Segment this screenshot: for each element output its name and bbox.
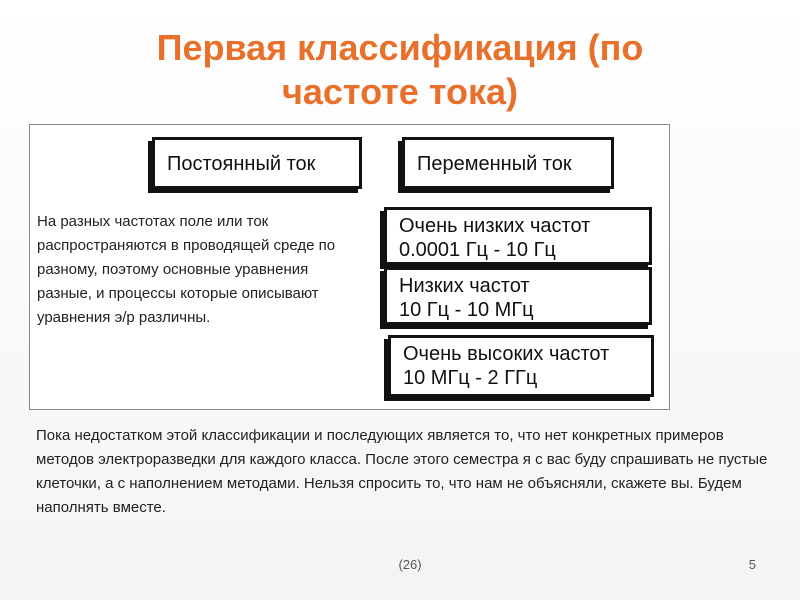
low-frequency-box: [384, 267, 652, 325]
slide-title-line-1: Первая классификация (по: [156, 27, 644, 68]
low-frequency-range: 10 Гц - 10 МГц: [399, 299, 534, 321]
very-high-frequency-box: [388, 335, 654, 397]
description-text: На разных частотах поле или ток распространяются в проводящей среде по разному, поэтому основные уравнения разные, и процессы которые описывают уравнения э/р различны.: [37, 213, 336, 326]
very-low-frequency-name: Очень низких частот: [399, 215, 591, 237]
very-low-frequency-box: [384, 207, 652, 265]
slide-footer: (26): [398, 557, 422, 572]
slide-title: [60, 26, 740, 114]
ac-box: [402, 137, 614, 189]
dc-label: Постоянный ток: [167, 153, 316, 175]
very-low-frequency-range: 0.0001 Гц - 10 Гц: [399, 239, 556, 261]
note-text: Пока недостатком этой классификации и последующих является то, что нет конкретных примеров методов электроразведки для каждого класса. После этого семестра я с вас буду спрашивать не пустые клеточки, а с наполнением методами. Нельзя спросить то, что нам не объясняли, скажете вы. Будем наполнять вместе.: [36, 427, 768, 516]
low-frequency-name: Низких частот: [399, 275, 530, 297]
dc-box: [152, 137, 362, 189]
slide-title-line-2: частоте тока): [281, 71, 519, 112]
page-number: 5: [748, 557, 756, 572]
very-high-frequency-range: 10 МГц - 2 ГГц: [403, 367, 538, 389]
ac-label: Переменный ток: [417, 153, 572, 175]
very-high-frequency-name: Очень высоких частот: [403, 343, 610, 365]
